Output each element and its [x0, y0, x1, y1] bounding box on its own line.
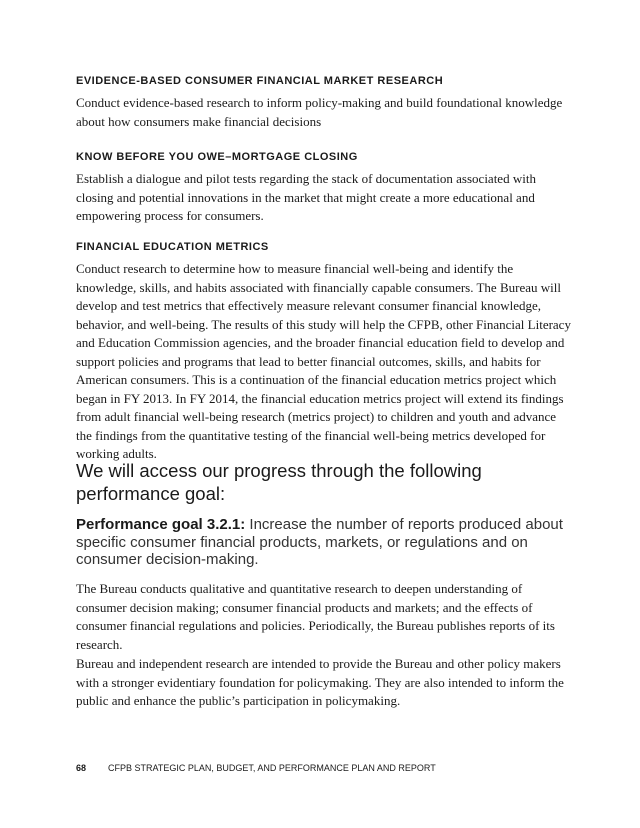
section-heading-education-metrics: FINANCIAL EDUCATION METRICS: [76, 241, 269, 253]
page-number: 68: [76, 763, 87, 773]
section-body-education-metrics: Conduct research to determine how to measure financial well-being and identify the knowledge, skills, and habits associated with financially capable consumers. The Bureau will develop and test metrics that effectively measure relevant consumer financial knowledge, behavior, and well-being. The results of this study will help the CFPB, other Financial Literacy and Education Commission agencies, and the broader financial education field to develop and support policies and programs that lead to better financial outcomes, skills, and habits for American consumers. This is a continuation of the financial education metrics project which began in FY 2013. In FY 2014, the financial education metrics project will extend its findings from adult financial well-being research (metrics project) to children and youth and advance the findings from the quantitative testing of the financial well-being metrics developed for working adults.: [76, 261, 571, 461]
footer-title: CFPB STRATEGIC PLAN, BUDGET, AND PERFORMANCE PLAN AND REPORT: [108, 763, 436, 773]
performance-goal-text: Increase the number of reports produced about specific consumer financial products, markets, or regulations and on consumer decision-making.: [76, 516, 563, 568]
performance-goal: [76, 516, 576, 569]
paragraph-independent-research: Bureau and independent research are intended to provide the Bureau and other policy makers with a stronger evidentiary foundation for policymaking. They are also intended to inform the public and enhance the public’s participation in policymaking.: [76, 656, 564, 708]
section-heading-mortgage-closing: KNOW BEFORE YOU OWE–MORTGAGE CLOSING: [76, 151, 358, 163]
paragraph-bureau-research: The Bureau conducts qualitative and quantitative research to deepen understanding of consumer decision making; consumer financial products and markets; and the effects of consumer financial regulations and policies. Periodically, the Bureau publishes reports of its research.: [76, 581, 555, 652]
progress-heading: We will access our progress through the following performance goal:: [76, 460, 482, 504]
page-footer: [76, 763, 436, 777]
performance-goal-label: Performance goal 3.2.1:: [76, 516, 246, 533]
section-body-research: Conduct evidence-based research to inform policy-making and build foundational knowledge about how consumers make financial decisions: [76, 95, 563, 129]
section-heading-research: EVIDENCE-BASED CONSUMER FINANCIAL MARKET RESEARCH: [76, 75, 444, 87]
section-body-mortgage-closing: Establish a dialogue and pilot tests regarding the stack of documentation associated with closing and potential innovations in the market that might create a more educational and empowering process for consumers.: [76, 171, 536, 223]
